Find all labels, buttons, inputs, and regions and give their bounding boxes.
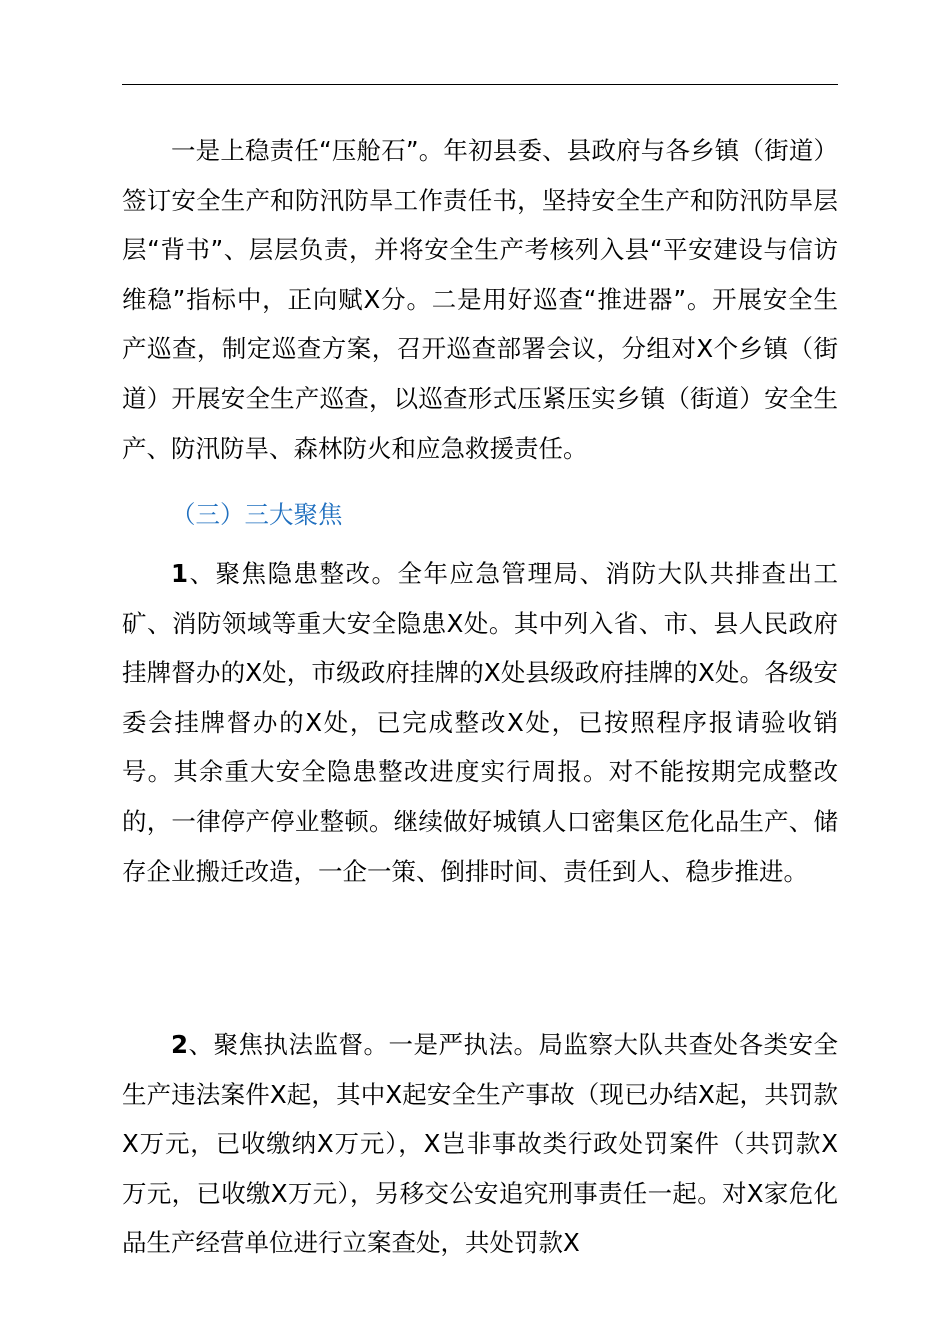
item-text: 、聚焦执法监督。一是严执法。局监察大队共查处各类安全生产违法案件X起，其中X起安全生产事故（现已办结X起，共罚款X万元，已收缴纳X万元），X岂非事故类行政处罚案件（共罚款X万元，已收缴X万元），另移交公安追究刑事责任一起。对X家危化品生产经营单位进行立案查处，共处罚款X <box>122 1030 838 1258</box>
item-hazard-rectification <box>122 549 838 896</box>
header-rule <box>122 84 838 85</box>
section-heading: （三）三大聚焦 <box>171 500 343 529</box>
item-text: 、聚焦隐患整改。全年应急管理局、消防大队共排查出工矿、消防领域等重大安全隐患X处。其中列入省、市、县人民政府挂牌督办的X处，市级政府挂牌的X处县级政府挂牌的X处。各级安委会挂牌督办的X处，已完成整改X处，已按照程序报请验收销号。其余重大安全隐患整改进度实行周报。对不能按期完成整改的，一律停产停业整顿。继续做好城镇人口密集区危化品生产、储存企业搬迁改造，一企一策、倒排时间、责任到人、稳步推进。 <box>122 559 838 886</box>
paragraph-responsibility: 一是上稳责任“压舱石”。年初县委、县政府与各乡镇（街道）签订安全生产和防汛防旱工作责任书，坚持安全生产和防汛防旱层层“背书”、层层负责，并将安全生产考核列入县“平安建设与信访维稳”指标中，正向赋X分。二是用好巡查“推进器”。开展安全生产巡查，制定巡查方案，召开巡查部署会议，分组对X个乡镇（街道）开展安全生产巡查，以巡查形式压紧压实乡镇（街道）安全生产、防汛防旱、森林防火和应急救援责任。 <box>122 136 838 463</box>
item-law-enforcement <box>122 1020 838 1268</box>
item-number: 1 <box>171 559 189 588</box>
item-number: 2 <box>171 1030 189 1059</box>
